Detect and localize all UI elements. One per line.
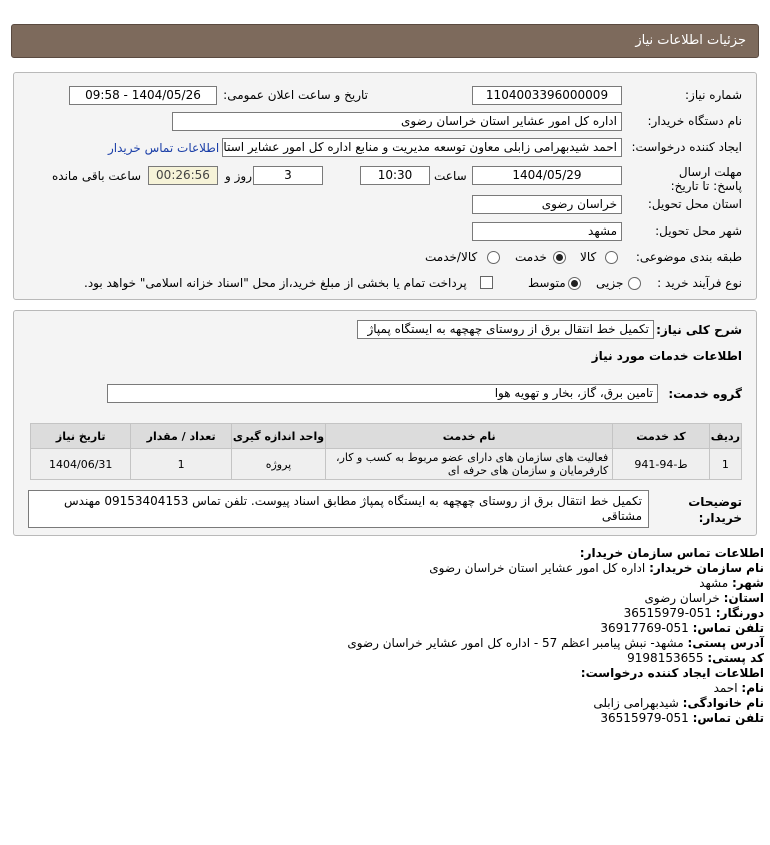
days-field: 3 bbox=[253, 166, 323, 185]
process-option-medium: متوسط bbox=[528, 276, 566, 290]
contact-fax: دورنگار: 051-36515979 bbox=[623, 606, 764, 620]
process-radio-minor[interactable] bbox=[628, 277, 641, 290]
category-option-service: خدمت bbox=[515, 250, 547, 264]
col-code: کد خدمت bbox=[613, 424, 709, 449]
creator-last-name: نام خانوادگی: شیدبهرامی زابلی bbox=[593, 696, 764, 710]
deadline-label: مهلت ارسال پاسخ: تا تاریخ: bbox=[670, 165, 742, 193]
services-table bbox=[30, 423, 742, 480]
buyer-org-field: اداره کل امور عشایر استان خراسان رضوی bbox=[172, 112, 622, 131]
contact-section bbox=[14, 546, 764, 726]
need-info-panel bbox=[13, 72, 757, 300]
contact-postal-code: کد پستی: 9198153655 bbox=[627, 651, 764, 665]
buyer-notes-field: تکمیل خط انتقال برق از روستای چهچهه به ایستگاه پمپاژ مطابق اسناد پیوست. تلفن تماس 09153404153 مهندس مشتاقی bbox=[28, 490, 649, 528]
province-field: خراسان رضوی bbox=[472, 195, 622, 214]
cell-row: 1 bbox=[709, 449, 741, 480]
page-header bbox=[11, 24, 759, 58]
col-name: نام خدمت bbox=[326, 424, 613, 449]
contact-heading: اطلاعات تماس سازمان خریدار: bbox=[579, 546, 764, 560]
need-number-label: شماره نیاز: bbox=[685, 88, 742, 102]
payment-note: پرداخت تمام یا بخشی از مبلغ خرید،از محل "اسناد خزانه اسلامی" خواهد بود. bbox=[84, 276, 467, 290]
page-title: جزئیات اطلاعات نیاز bbox=[635, 33, 746, 48]
services-heading: اطلاعات خدمات مورد نیاز bbox=[591, 349, 742, 363]
buyer-notes-label: توضیحات خریدار: bbox=[688, 495, 742, 525]
days-label: روز و bbox=[225, 169, 252, 183]
category-option-goods-service: کالا/خدمت bbox=[425, 250, 478, 264]
creator-first-name: نام: احمد bbox=[713, 681, 764, 695]
col-row: ردیف bbox=[709, 424, 741, 449]
col-unit: واحد اندازه گیری bbox=[231, 424, 325, 449]
contact-city: شهر: مشهد bbox=[699, 576, 764, 590]
contact-province: استان: خراسان رضوی bbox=[644, 591, 764, 605]
need-number-field: 1104003396000009 bbox=[472, 86, 622, 105]
summary-field: تکمیل خط انتقال برق از روستای چهچهه به ایستگاه پمپاژ bbox=[357, 320, 654, 339]
creator-label: ایجاد کننده درخواست: bbox=[631, 140, 742, 154]
deadline-time-field: 10:30 bbox=[360, 166, 430, 185]
creator-phone: تلفن تماس: 051-36515979 bbox=[600, 711, 764, 725]
remaining-time-field: 00:26:56 bbox=[148, 166, 218, 185]
creator-field: احمد شیدبهرامی زابلی معاون توسعه مدیریت و منابع اداره کل امور عشایر استا bbox=[222, 138, 622, 157]
summary-label: شرح کلی نیاز: bbox=[656, 323, 742, 337]
contact-phone: تلفن تماس: 051-36917769 bbox=[600, 621, 764, 635]
time-label: ساعت bbox=[434, 169, 467, 183]
remaining-label: ساعت باقی مانده bbox=[52, 169, 142, 183]
col-date: تاریخ نیاز bbox=[31, 424, 131, 449]
buyer-contact-link[interactable]: اطلاعات تماس خریدار bbox=[108, 141, 220, 155]
contact-address: آدرس پستی: مشهد- نبش پیامبر اعظم 57 - اداره کل امور عشایر خراسان رضوی bbox=[347, 636, 764, 650]
process-label: نوع فرآیند خرید : bbox=[657, 276, 742, 290]
city-field: مشهد bbox=[472, 222, 622, 241]
cell-code: ط-94-941 bbox=[613, 449, 709, 480]
announce-field: 1404/05/26 - 09:58 bbox=[69, 86, 217, 105]
cell-qty: 1 bbox=[131, 449, 231, 480]
category-radio-goods-service[interactable] bbox=[487, 251, 500, 264]
cell-unit: پروژه bbox=[231, 449, 325, 480]
service-group-field: تامین برق، گاز، بخار و تهویه هوا bbox=[107, 384, 658, 403]
process-radio-medium[interactable] bbox=[568, 277, 581, 290]
creator-heading: اطلاعات ایجاد کننده درخواست: bbox=[580, 666, 764, 680]
category-option-goods: کالا bbox=[580, 250, 597, 264]
process-option-minor: جزیی bbox=[596, 276, 624, 290]
service-group-label: گروه خدمت: bbox=[668, 387, 742, 401]
buyer-org-label: نام دستگاه خریدار: bbox=[647, 114, 742, 128]
province-label: استان محل تحویل: bbox=[647, 197, 742, 211]
deadline-date-field: 1404/05/29 bbox=[472, 166, 622, 185]
category-radio-service[interactable] bbox=[553, 251, 566, 264]
announce-label: تاریخ و ساعت اعلان عمومی: bbox=[223, 88, 368, 102]
cell-name: فعالیت های سازمان های دارای عضو مربوط به کسب و کار، کارفرمایان و سازمان های حرفه ای bbox=[326, 449, 613, 480]
cell-date: 1404/06/31 bbox=[31, 449, 131, 480]
contact-org: نام سازمان خریدار: اداره کل امور عشایر استان خراسان رضوی bbox=[429, 561, 764, 575]
category-radio-goods[interactable] bbox=[605, 251, 618, 264]
category-label: طبقه بندی موضوعی: bbox=[635, 250, 742, 264]
treasury-payment-checkbox[interactable] bbox=[480, 276, 493, 289]
city-label: شهر محل تحویل: bbox=[655, 224, 742, 238]
table-row bbox=[31, 449, 742, 480]
col-qty: تعداد / مقدار bbox=[131, 424, 231, 449]
